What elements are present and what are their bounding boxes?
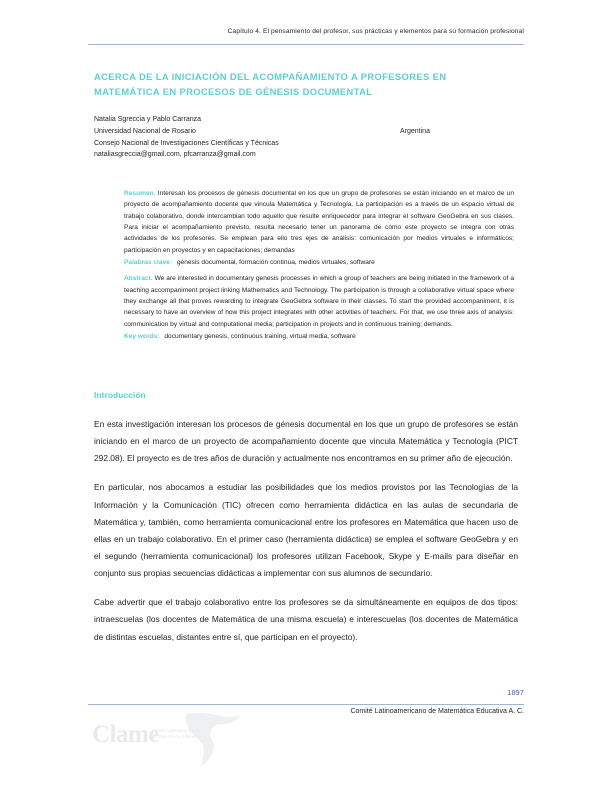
keywords-spanish-label: Palabras clave: <box>124 258 173 266</box>
clame-logo-subtitle-line2: de Matemática Educativa <box>152 734 201 740</box>
clame-logo-wordmark: Clame <box>92 721 159 748</box>
abstract-english-label: Abstract. <box>124 275 153 283</box>
clame-logo-subtitle-line1: Comité Latinoamericano <box>152 728 200 733</box>
running-header-text: Capítulo 4. El pensamiento del profesor, sus prácticas y elementos para su formación profesional <box>227 28 524 35</box>
author-emails[interactable]: nataliasgreccia@gmail.com, pfcarranza@gmail.com <box>94 151 256 159</box>
abstract-spanish <box>124 188 514 256</box>
author-affiliation-primary <box>94 126 514 138</box>
keywords-english-text: documentary genesis, continuous training, virtual media, software <box>164 332 356 340</box>
abstract-block <box>124 188 514 347</box>
section-heading-introduccion: Introducción <box>94 390 146 400</box>
keywords-english <box>124 331 514 342</box>
author-block <box>94 114 514 161</box>
body-paragraph: Cabe advertir que el trabajo colaborativo entre los profesores se da simultáneamente en equipos de dos tipos: intraescuelas (los docentes de Matemática de una misma escuela) e interescuelas (los docentes de Matemática de distintas escuelas, distantes entre sí, que participan en el proyecto). <box>94 597 518 642</box>
clame-logo <box>92 712 262 768</box>
page-number: 1897 <box>507 688 524 697</box>
affiliation-country: Argentina <box>400 127 430 135</box>
author-affiliation-secondary: Consejo Nacional de Investigaciones Científicas y Técnicas <box>94 139 279 147</box>
keywords-english-label: Key words: <box>124 332 160 340</box>
author-names: Natalia Sgreccia y Pablo Carranza <box>94 116 201 123</box>
affiliation-university: Universidad Nacional de Rosario <box>94 127 196 135</box>
abstract-spanish-label: Resumen. <box>124 190 156 197</box>
header-divider-rule <box>88 44 524 45</box>
keywords-spanish <box>124 257 514 268</box>
page-title: ACERCA DE LA INICIACIÓN DEL ACOMPAÑAMIENTO A PROFESORES EN MATEMÁTICA EN PROCESOS DE GÉNESIS DOCUMENTAL <box>94 71 447 97</box>
body-paragraph: En esta investigación interesan los procesos de génesis documental en los que un grupo de profesores se están iniciando en el marco de un proyecto de acompañamiento docente que vincula Matemática y Tecnología (PICT 292.08). El proyecto es de tres años de duración y actualmente nos encontramos en su primer año de ejecución. <box>94 419 518 464</box>
body-paragraph: En particular, nos abocamos a estudiar las posibilidades que los medios provistos por las Tecnologías de la Información y la Comunicación (TIC) ofrecen como herramienta didáctica en las aulas de secundaria de Matemática y, también, como herramienta comunicacional entre los profesores en Matemática que hacen uso de ellas en un trabajo colaborativo. En el primer caso (herramienta didáctica) se emplea el software GeoGebra y en el segundo (herramienta comunicacional) los profesores utilizan Facebook, Skype y E-mails para diseñar en conjunto sus propias secuencias didácticas a implementar con sus alumnos de secundario. <box>94 482 518 579</box>
keywords-spanish-text: génesis documental, formación continua, medios virtuales, software <box>176 258 375 266</box>
clame-logo-subtitle <box>152 728 226 741</box>
abstract-english <box>124 273 514 330</box>
footer-organization: Comité Latinoamericano de Matemática Educativa A. C. <box>350 708 524 715</box>
title-block <box>94 70 514 99</box>
body-content <box>94 416 518 646</box>
footer-divider-rule <box>88 704 524 705</box>
abstract-spanish-text: Interesan los procesos de génesis documental en los que un grupo de profesores se están iniciando en el marco de un proyecto de acompañamiento docente que vincula Matemática y Tecnología. La participación es a través de un espacio virtual de trabajo colaborativo, donde intercambian todo aquello que resulte enriquecedor para integrar el software GeoGebra en sus clases. Para iniciar el acompañamiento previsto, resulta necesario tener un panorama de cómo este proyecto se integra con otras actividades de los profesores. Se emplean para ello tres ejes de análisis: comunicación por medios virtuales e informáticos; participación en proyectos y en capacitaciones; demandas <box>124 190 514 254</box>
abstract-english-text: We are interested in documentary genesis processes in which a group of teachers are being initiated in the framework of a teaching accompaniment project linking Mathematics and Technology. The participation is through a collaborative virtual space where they exchange all that proves rewarding to integrate GeoGebra software in their classes. To start the provided accompaniment, it is necessary to have an overview of how this project integrates with other activities of teachers. For that, we use three axis of analysis: communication by virtual and computational media; participation in projects and in continuous training; demands. <box>124 275 514 328</box>
running-header <box>88 28 524 35</box>
